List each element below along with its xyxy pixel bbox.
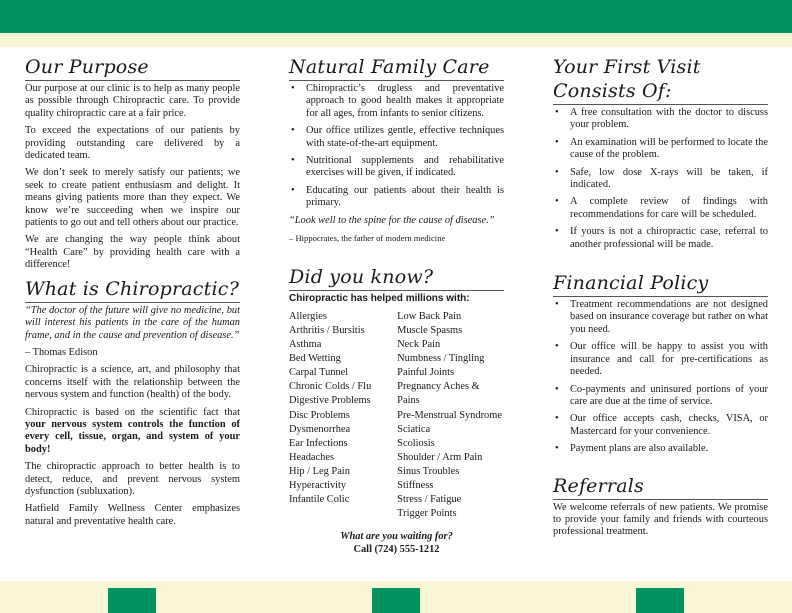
condition-item: Trigger Points (397, 508, 457, 520)
condition-item: Disc Problems (289, 409, 350, 421)
chiropractic-paragraph-emphasis: your nervous system controls the function of every cell, tissue, organ, and system of your body! (25, 418, 240, 455)
list-item: • A free consultation with the doctor to discuss your problem. (553, 107, 768, 132)
column-left (25, 55, 240, 533)
bottom-tab-left (108, 588, 156, 613)
condition-item: Hip / Leg Pain (289, 465, 350, 477)
condition-item: Bed Wetting (289, 353, 341, 365)
edison-quote: “The doctor of the future will give no medicine, but will interest his patients in the care of the human frame, and in the cause and prevention of disease.” (25, 304, 240, 341)
condition-item: Dysmenorrhea (289, 423, 351, 435)
purpose-paragraph: To exceed the expectations of our patients by providing outstanding care delivered by a dedicated team. (25, 125, 240, 162)
conditions-list-right (397, 310, 504, 521)
column-right (553, 55, 768, 544)
condition-item: Pre-Menstrual Syndrome (397, 409, 502, 421)
condition-item: Hyperactivity (289, 480, 347, 491)
list-item: • An examination will be performed to locate the cause of the problem. (553, 137, 768, 162)
conditions-list-left (289, 310, 397, 521)
list-item: • Treatment recommendations are not designed based on insurance coverage but rather on what you need. (553, 299, 768, 336)
condition-item: Allergies (289, 310, 327, 322)
condition-item: Neck Pain (397, 339, 441, 351)
condition-item: Arthritis / Bursitis (289, 324, 365, 336)
column-center (289, 55, 504, 556)
natural-care-heading: Natural Family Care (289, 55, 504, 81)
conditions-list (289, 310, 504, 521)
list-item: • If yours is not a chiropractic case, referral to another professional will be made. (553, 226, 768, 251)
natural-care-list (289, 83, 504, 210)
list-item: • Co-payments and uninsured portions of your care are due at the time of service. (553, 384, 768, 409)
list-item: • Nutritional supplements and rehabilitative exercises will be given, if indicated. (289, 155, 504, 180)
first-visit-list (553, 107, 768, 251)
referrals-heading: Referrals (553, 474, 768, 500)
first-visit-heading: Your First Visit Consists Of: (553, 55, 768, 105)
list-item: • Safe, low dose X-rays will be taken, if indicated. (553, 167, 768, 192)
chiropractic-heading: What is Chiropractic? (25, 277, 240, 303)
cta-question: What are you waiting for? (340, 531, 453, 543)
condition-item: Sinus Troubles (397, 465, 460, 477)
condition-item: Stress / Fatigue (397, 494, 462, 506)
list-item: • Payment plans are also available. (553, 443, 768, 455)
financial-policy-list (553, 299, 768, 455)
list-item: • Our office will be happy to assist you with insurance and call for pre-certifications as needed. (553, 341, 768, 378)
list-item: • Our office accepts cash, checks, VISA, or Mastercard for your convenience. (553, 413, 768, 438)
financial-policy-heading: Financial Policy (553, 271, 768, 297)
did-you-know-heading: Did you know? (289, 265, 504, 291)
condition-item: Shoulder / Arm Pain (397, 451, 483, 463)
purpose-paragraph: We are changing the way people think about “Health Care” by providing health care with a difference! (25, 234, 240, 271)
condition-item: Painful Joints (397, 367, 455, 379)
top-green-band (0, 0, 792, 33)
condition-item: Scoliosis (397, 437, 435, 449)
cta-phone: Call (724) 555-1212 (353, 543, 440, 555)
chiropractic-paragraph: The chiropractic approach to better health is to detect, reduce, and prevent nervous system dysfunction (subluxation). (25, 461, 240, 497)
condition-item: Headaches (289, 451, 334, 463)
condition-item: Ear Infections (289, 437, 348, 449)
hippocrates-attribution: – Hippocrates, the father of modern medicine (289, 233, 446, 244)
bottom-tab-center (372, 588, 420, 613)
condition-item: Sciatica (397, 423, 431, 435)
chiropractic-paragraph: Hatfield Family Wellness Center emphasizes natural and preventative health care. (25, 503, 240, 527)
condition-item: Pregnancy Aches & Pains (397, 381, 480, 407)
chiropractic-paragraph: Chiropractic is a science, art, and philosophy that concerns itself with the relationship between the nervous system and function (health) of the body. (25, 364, 240, 401)
bottom-tab-right (636, 588, 684, 613)
condition-item: Chronic Colds / Flu (289, 381, 372, 393)
condition-item: Numbness / Tingling (397, 353, 485, 365)
purpose-paragraph: We don’t seek to merely satisfy our patients; we seek to create patient enthusiasm and delight. It means giving patients more than they expect. We know we’re succeeding when we inspire our patients to go out and tell others about our practice. (25, 167, 240, 229)
list-item: • Chiropractic’s drugless and preventative approach to good health makes it appropriate for all ages, from infants to senior citizens. (289, 83, 504, 120)
edison-attribution: – Thomas Edison (25, 346, 98, 358)
did-you-know-subheading: Chiropractic has helped millions with: (289, 293, 470, 305)
condition-item: Carpal Tunnel (289, 367, 349, 379)
referrals-paragraph: We welcome referrals of new patients. We promise to provide your family and friends with courteous professional treatment. (553, 501, 768, 538)
purpose-paragraph: Our purpose at our clinic is to help as many people as possible through Chiropractic care. To provide quality chiropractic care at a fair price. (25, 83, 240, 119)
list-item: • Our office utilizes gentle, effective techniques with state-of-the-art equipment. (289, 125, 504, 150)
hippocrates-quote: “Look well to the spine for the cause of disease.” (289, 214, 495, 226)
condition-item: Asthma (289, 339, 322, 351)
purpose-heading: Our Purpose (25, 55, 240, 81)
condition-item: Infantile Colic (289, 494, 350, 506)
condition-item: Stiffness (397, 480, 434, 491)
condition-item: Muscle Spasms (397, 324, 463, 336)
chiropractic-paragraph (25, 407, 240, 457)
call-to-action (289, 531, 504, 556)
condition-item: Digestive Problems (289, 395, 371, 407)
list-item: • Educating our patients about their health is primary. (289, 185, 504, 210)
top-cream-strip (0, 33, 792, 47)
condition-item: Low Back Pain (397, 310, 462, 322)
list-item: • A complete review of findings with recommendations for care will be scheduled. (553, 196, 768, 221)
chiropractic-paragraph-start: Chiropractic is based on the scientific fact that (25, 406, 240, 418)
